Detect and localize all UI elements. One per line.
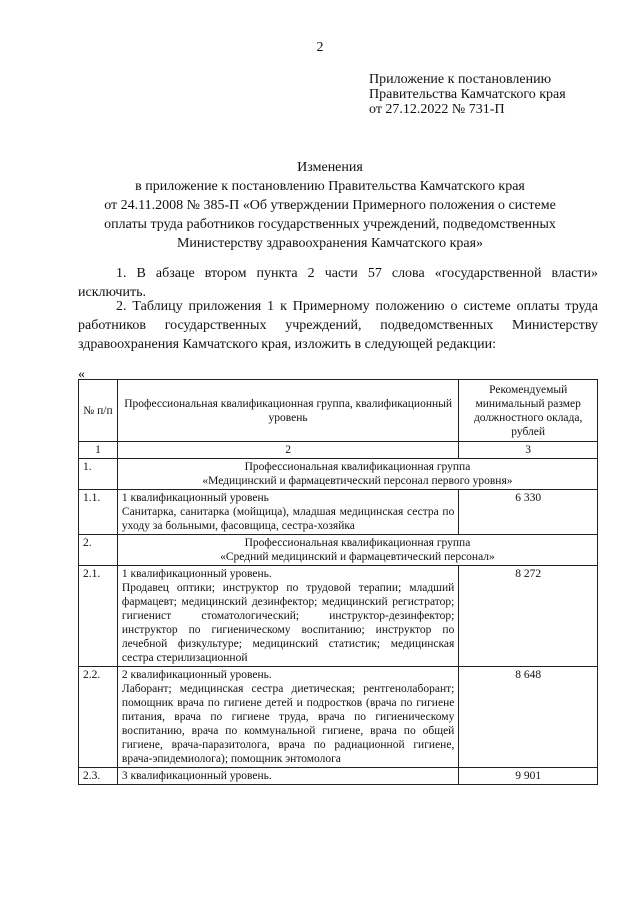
level-description: Лаборант; медицинская сестра диетическая; рентгенолаборант; помощник врача по гигиене детей и подростков (врача по гигиене питания, врача по гигиене труда, врача по гигиеническому воспитанию, врача по коммунальной гигиене, врача по общей гигиене, врача-паразитолога, врача по радиационной гигиене, врача-эпидемиолога); помощник энтомолога [121,683,455,765]
row-num: 1.1. [79,490,118,535]
table-row [79,535,598,566]
row-num: 2.1. [79,566,118,667]
group-subtitle: «Медицинский и фармацевтический персонал первого уровня» [202,475,513,487]
appendix-line: от 27.12.2022 № 731-П [369,102,505,117]
level-title: 3 квалификационный уровень. [121,770,272,782]
row-num: 2.3. [79,768,118,785]
level-description: Продавец оптики; инструктор по трудовой терапии; младший фармацевт; медицинский дезинфектор; медицинский регистратор; гигиенист стоматологический; инструктор-дезинфектор; инструктор по гигиеническому воспитанию; инструктор по лечебной физкультуре; медицинский статистик; медицинская сестра стерилизационной [121,582,455,664]
group-subtitle: «Средний медицинский и фармацевтический персонал» [220,551,495,563]
table-header-row [79,380,598,442]
level-title: 2 квалификационный уровень. [121,669,272,681]
header-salary: Рекомендуемый минимальный размер должностного оклада, рублей [459,380,598,442]
row-num: 2. [79,535,118,566]
heading-line: оплаты труда работников государственных учреждений, подведомственных [104,217,556,232]
header-group: Профессиональная квалификационная группа, квалификационный уровень [117,380,458,442]
row-num: 2.2. [79,667,118,768]
table-row [79,490,598,535]
document-heading [60,158,600,253]
group-title: Профессиональная квалификационная группа [244,461,471,473]
column-number-row [79,442,598,459]
salary-table [78,379,598,785]
paragraph-2: 2. Таблицу приложения 1 к Примерному положению о системе оплаты труда работников государственных учреждений, подведомственных Министерству здравоохранения Камчатского края, изложить в следующей редакции: [78,299,598,352]
col-number: 3 [459,442,598,459]
level-cell [117,490,458,535]
col-number: 1 [79,442,118,459]
header-num: № п/п [79,380,118,442]
group-title-cell [117,535,597,566]
level-title: 1 квалификационный уровень. [121,568,272,580]
table-row [79,459,598,490]
page-number: 2 [316,40,324,55]
opening-quote: « [78,367,85,382]
heading-title: Изменения [297,160,363,175]
appendix-line: Правительства Камчатского края [369,87,566,102]
salary-value: 6 330 [459,490,598,535]
table-row [79,667,598,768]
appendix-line: Приложение к постановлению [369,72,552,87]
level-title: 1 квалификационный уровень [121,492,269,504]
salary-value: 9 901 [459,768,598,785]
paragraph-1: 1. В абзаце втором пункта 2 части 57 слова «государственной власти» исключить. [78,266,598,300]
level-cell [117,768,458,785]
salary-value: 8 272 [459,566,598,667]
salary-value: 8 648 [459,667,598,768]
col-number: 2 [117,442,458,459]
level-cell [117,566,458,667]
group-title-cell [117,459,597,490]
row-num: 1. [79,459,118,490]
appendix-block [369,72,566,117]
level-description: Санитарка, санитарка (мойщица), младшая медицинская сестра по уходу за больными, фасовщица, сестра-хозяйка [121,506,455,532]
level-cell [117,667,458,768]
heading-line: Министерству здравоохранения Камчатского края» [176,236,484,251]
heading-line: в приложение к постановлению Правительства Камчатского края [135,179,525,194]
table-row [79,768,598,785]
table-row [79,566,598,667]
group-title: Профессиональная квалификационная группа [244,537,471,549]
heading-line: от 24.11.2008 № 385-П «Об утверждении Примерного положения о системе [104,198,556,213]
